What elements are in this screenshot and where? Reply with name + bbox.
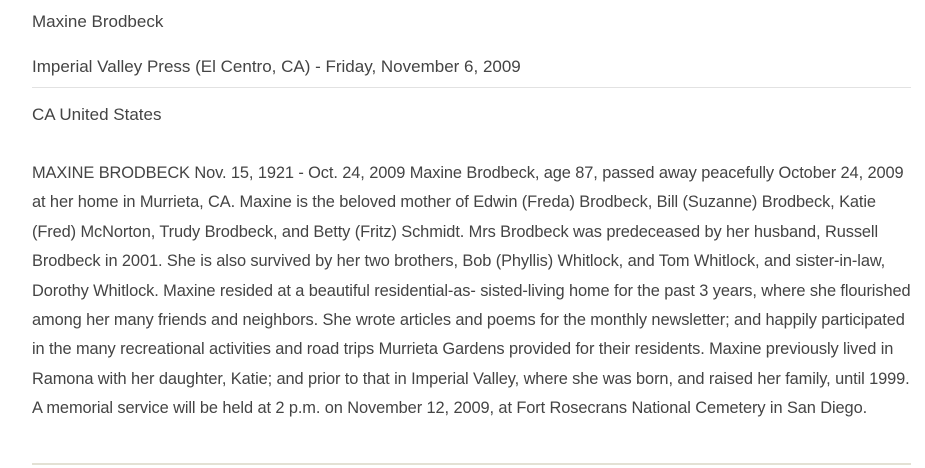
bottom-divider xyxy=(32,463,911,465)
obituary-name: Maxine Brodbeck xyxy=(32,12,164,31)
obituary-source: Imperial Valley Press (El Centro, CA) - Friday, November 6, 2009 xyxy=(32,57,521,76)
obituary-location: CA United States xyxy=(32,105,162,124)
obituary-text: MAXINE BRODBECK Nov. 15, 1921 - Oct. 24, 2009 Maxine Brodbeck, age 87, passed away peacefully October 24, 2009 at her home in Murrieta, CA. Maxine is the beloved mother of Edwin (Freda) Brodbeck, Bill (Suzanne) Brodbeck, Katie (Fred) McNorton, Trudy Brodbeck, and Betty (Fritz) Schmidt. Mrs Brodbeck was predeceased by her husband, Russell Brodbeck in 2001. She is also survived by her two brothers, Bob (Phyllis) Whitlock, and Tom Whitlock, and sister-in-law, Dorothy Whitlock. Maxine resided at a beautiful residential-as- sisted-living home for the past 3 years, where she flourished among her many friends and neighbors. She wrote articles and poems for the monthly newsletter; and happily participated in the many recreational activities and road trips Murrieta Gardens provided for their residents. Maxine previously lived in Ramona with her daughter, Katie; and prior to that in Imperial Valley, where she was born, and raised her family, until 1999. A memorial service will be held at 2 p.m. on November 12, 2009, at Fort Rosecrans National Cemetery in San Diego. xyxy=(32,164,911,418)
top-divider xyxy=(32,87,911,88)
